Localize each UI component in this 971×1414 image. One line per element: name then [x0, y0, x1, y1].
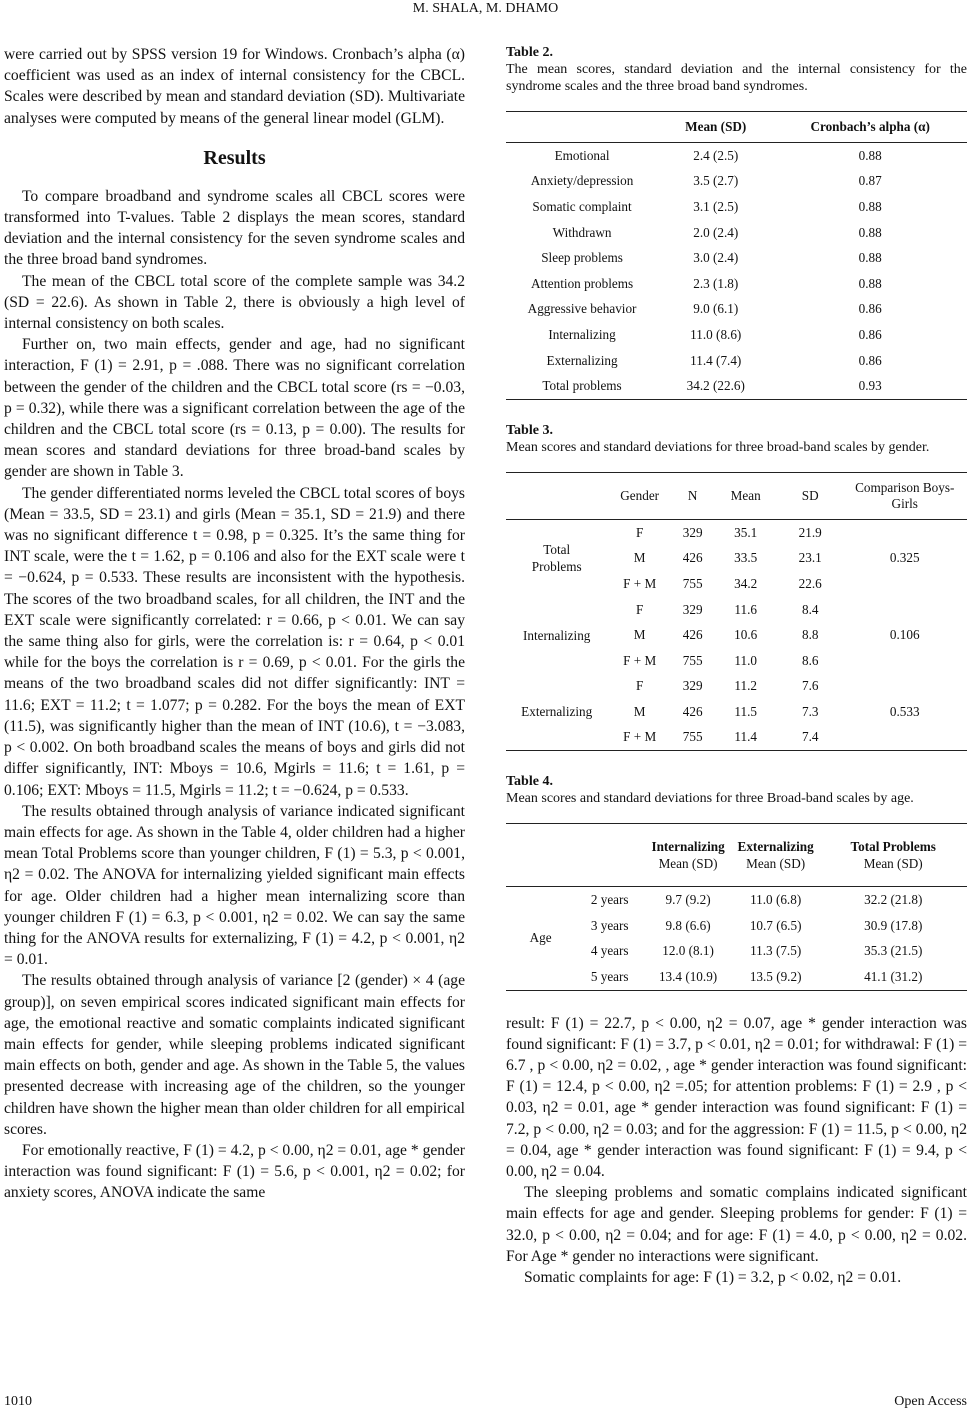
table-cell: 12.0 (8.1) [662, 943, 714, 959]
table-row [506, 913, 967, 939]
table-cell: 13.5 (9.2) [749, 968, 802, 984]
table-cell: 11.0 (6.8) [750, 892, 802, 908]
paragraph-right-1: result: F (1) = 22.7, p < 0.00, η2 = 0.07, age * gender interaction was found significant: F (1) = 3.7, p < 0.01, η2 = 0.01; for withdrawal: F (1) = 6.7 , p < 0.00, η2 = 0.02, , age * gender interaction was found significant: F (1) = 12.4, p < 0.00, η2 =.05; for attention problems: F (1) = 2.9 , p < 0.03, η2 = 0.01, age * gender interaction was found significant: F (1) = 7.2, p < 0.00, η2 = 0.03; and for the aggression: F (1) = 11.5, p < 0.00, η2 = 0.04, age * gender interaction was found significant: F (1) = 9.4, p < 0.00, η2 = 0.04. [506, 1014, 967, 1181]
table-cell: 0.88 [858, 198, 882, 214]
comparison-value: 0.533 [889, 703, 920, 719]
table3-header-row [506, 472, 967, 519]
table3-header: Gender [607, 472, 672, 519]
table-cell: 329 [682, 524, 703, 540]
table-cell: 11.5 [734, 703, 757, 719]
paragraph-results-7: For emotionally reactive, F (1) = 4.2, p < 0.00, η2 = 0.01, age * gender interaction was found significant: F (1) = 5.6, p < 0.001, η2 = 0.02; for anxiety scores, ANOVA indicate the same [4, 1141, 465, 1202]
table-cell: 2.3 (1.8) [693, 275, 739, 291]
paragraph-results-2: The mean of the CBCL total score of the complete sample was 34.2 (SD = 22.6). As shown in Table 2, there is obviously a high level of internal consistency on both scales. [4, 272, 465, 333]
table-row [506, 297, 967, 323]
table3-caption [506, 422, 967, 456]
table-cell: 3.1 (2.5) [693, 198, 739, 214]
table-cell: 0.88 [858, 224, 882, 240]
table-cell: 2 years [590, 892, 629, 908]
group-label: Internalizing [523, 627, 591, 643]
left-column [4, 44, 465, 1204]
table-cell: 0.86 [858, 301, 882, 317]
table-cell-empty [842, 597, 967, 623]
table4 [506, 823, 967, 990]
table-row [506, 271, 967, 297]
table-cell: 3.0 (2.4) [693, 250, 739, 266]
table-cell: 9.8 (6.6) [665, 917, 711, 933]
table-cell: M [633, 703, 646, 719]
table-cell: 7.3 [801, 703, 819, 719]
table-cell-empty [842, 648, 967, 674]
table-cell: 0.88 [858, 147, 882, 163]
table2-header: Cronbach’s alpha (α) [773, 112, 967, 143]
table4-header-externalizing: Externalizing Mean (SD) [732, 824, 820, 887]
section-title-results: Results [203, 146, 266, 169]
table-cell: M [633, 550, 646, 566]
table2 [506, 111, 967, 400]
table2-header-row [506, 112, 967, 143]
table-cell: Emotional [554, 147, 610, 163]
table-cell: 0.88 [858, 250, 882, 266]
table-cell: 35.1 [734, 524, 758, 540]
table-cell: Total problems [542, 378, 622, 394]
table-cell: 11.6 [734, 601, 757, 617]
paragraph-results-6: The results obtained through analysis of variance [2 (gender) × 4 (age group)], on seven empirical scores indicated significant main effects for age, the emotional reactive and somatic complaints indicated significant main effects for gender, while sleeping problems indicated significant main effects on both, gender and age. As shown in the Table 5, the values presented decrease with increasing age of the children, so the younger children have shown the higher mean than older children for all empirical scores. [4, 972, 465, 1138]
table-row [506, 674, 967, 700]
table-cell: 755 [682, 575, 703, 591]
publisher-label: Open Access [894, 1394, 967, 1409]
comparison-value: 0.106 [889, 627, 920, 643]
table-cell: 30.9 (17.8) [864, 917, 923, 933]
table4-header-total: Total Problems Mean (SD) [819, 824, 967, 887]
paragraph-right-3: Somatic complaints for age: F (1) = 3.2, p < 0.02, η2 = 0.01. [524, 1269, 902, 1287]
table-cell: 32.2 (21.8) [864, 892, 923, 908]
table-cell: Sleep problems [541, 250, 623, 266]
paragraph-results-3: Further on, two main effects, gender and age, had no significant interaction, F (1) = 2.91, p = .088. There was no significant correlation between the gender of the children and the CBCL total score (rs = −0.03, p = 0.32), while there was a significant correlation between the age of the children and the CBCL total score (rs = 0.13, p = 0.00). The results for mean scores and standard deviations for three broad-band scales by gender are shown in Table 3. [4, 336, 465, 481]
table-cell: 11.4 [734, 729, 757, 745]
table2-body [506, 143, 967, 400]
table-cell-empty [842, 571, 967, 597]
table-cell-empty [842, 674, 967, 700]
table-cell: 8.8 [801, 627, 819, 643]
table-row [506, 964, 967, 990]
table-cell: 11.0 [734, 652, 757, 668]
table4-header-internalizing: Internalizing Mean (SD) [644, 824, 732, 887]
table-cell: 0.88 [858, 275, 882, 291]
table-row [506, 169, 967, 195]
table3 [506, 472, 967, 751]
table-cell: 0.87 [858, 173, 882, 189]
table-cell: 426 [682, 550, 703, 566]
table-cell: Attention problems [530, 275, 634, 291]
paragraph-methods-end: were carried out by SPSS version 19 for Windows. Cronbach’s alpha (α) coefficient was used as an index of internal consistency for the CBCL. Scales were described by mean and standard deviation (SD). Multivariate analyses were computed by means of the general linear model (GLM). [4, 46, 465, 127]
table-row [506, 322, 967, 348]
age-label: Age [529, 930, 552, 946]
table-cell: 10.6 [734, 627, 758, 643]
table-cell: 11.0 (8.6) [690, 326, 742, 342]
right-column [506, 44, 967, 1288]
table4-label: Table 4. [506, 774, 553, 790]
table-cell: 0.86 [858, 352, 882, 368]
table-cell: 23.1 [798, 550, 822, 566]
table-row [506, 597, 967, 623]
table3-header: SD [778, 472, 843, 519]
table-row [506, 887, 967, 913]
table-cell: 10.7 (6.5) [749, 917, 802, 933]
table-cell: 33.5 [734, 550, 758, 566]
table-cell: 9.7 (9.2) [665, 892, 711, 908]
table-cell: Somatic complaint [532, 198, 632, 214]
paragraph-results-5: The results obtained through analysis of variance indicated significant main effects for age. As shown in the Table 4, older children had a higher mean Total Problems score than younger children, F (1) = 5.3, p < 0.001, η2 = 0.02. The ANOVA for internalizing yielded significant main effects for age. Older children had a higher mean internalizing score than younger children F (1) = 6.3, p < 0.001, η2 = 0.02. We can say the same thing for the ANOVA results for externalizing, F (1) = 4.2, p < 0.001, η2 = 0.01. [4, 802, 465, 969]
table-cell: Withdrawn [552, 224, 612, 240]
table3-header: N [672, 472, 713, 519]
table3-header: Comparison Boys-Girls [842, 472, 967, 519]
table-cell: 21.9 [798, 524, 822, 540]
table-cell: 2.0 (2.4) [693, 224, 739, 240]
table-cell: 755 [682, 652, 703, 668]
table-row [506, 938, 967, 964]
paragraph-results-1: To compare broadband and syndrome scales all CBCL scores were transformed into T-values. Table 2 displays the mean scores, standard deviation and the internal consistency for the seven syndrome scales and the three broad band syndromes. [4, 187, 465, 269]
table-cell: 41.1 (31.2) [864, 968, 923, 984]
table-cell-empty [842, 725, 967, 751]
table-row [506, 245, 967, 271]
table-row [506, 519, 967, 545]
paragraph-right-2: The sleeping problems and somatic complains indicated significant main effects for age and gender. Sleeping problems for gender: F (1) = 32.0, p < 0.00, η2 = 0.04; and for age: F (1) = 4.0, p < 0.00, η2 = 0.02. For Age * gender no interactions were significant. [506, 1184, 967, 1265]
table-cell: Aggressive behavior [527, 301, 637, 317]
table-cell: 22.6 [798, 575, 822, 591]
table-cell: F + M [623, 652, 657, 668]
table-cell: 0.93 [858, 378, 882, 394]
table-cell: 7.4 [801, 729, 819, 745]
table4-caption-text: Mean scores and standard deviations for three Broad-band scales by age. [506, 791, 914, 807]
table3-caption-text: Mean scores and standard deviations for three broad-band scales by gender. [506, 439, 930, 455]
table3-label: Table 3. [506, 422, 553, 438]
table2-header: Mean (SD) [658, 112, 773, 143]
table-cell: Internalizing [548, 326, 616, 342]
table-cell: F + M [623, 575, 657, 591]
table-row [506, 348, 967, 374]
table-cell-empty [842, 519, 967, 545]
group-label: Externalizing [521, 704, 593, 720]
table-cell: Externalizing [546, 352, 618, 368]
table-cell: 11.3 (7.5) [750, 943, 802, 959]
table-cell: 329 [682, 678, 703, 694]
paragraph-results-4: The gender differentiated norms leveled the CBCL total scores of boys (Mean = 33.5, SD = 23.1) and girls (Mean = 35.1, SD = 21.9) and there was no significant difference t = 0.98, p = 0.325. It’s the same thing for INT scale, were the t = 1.62, p = 0.106 and also for the EXT scale were t = −0.624, p = 0.533. These results are inconsistent with the hypothesis. The scores of the two broadband scales, for all children, the INT and the EXT scale were significantly correlated: r = 0.66, p < 0.01. We can say the same thing also for girls, were the correlation is: r = 0.64, p < 0.01 while for the boys the correlation is r = 0.69, p < 0.01. For the girls the means of the two broadband scales did not differ significantly: INT = 11.6; EXT = 11.2; t = 1.077; p = 0.282. For the boys the mean of EXT (11.5), was significantly higher than the mean of INT (10.6), t = −3.083, p < 0.002. On both broadband scales the means of boys and girls did not differ significantly, INT: Mboys = 10.6, Mgirls = 11.6; t = 1.61, p = 0.106; EXT: Mboys = 11.5, Mgirls = 11.2; t = −0.624, p = 0.533. [4, 484, 465, 799]
table3-header: Mean [713, 472, 778, 519]
table4-caption [506, 773, 967, 807]
table-cell: 13.4 (10.9) [658, 968, 718, 984]
table-cell: M [633, 627, 646, 643]
table-cell: 5 years [590, 968, 629, 984]
table-cell: 11.4 (7.4) [690, 352, 742, 368]
table2-caption-text: The mean scores, standard deviation and the internal consistency for the syndrome scales and the three broad band syndromes. [506, 62, 967, 94]
table4-header-blank [506, 824, 575, 887]
table-cell: F [636, 524, 644, 540]
table-cell: 755 [682, 729, 703, 745]
page-number: 1010 [4, 1394, 32, 1409]
table-cell: F + M [623, 729, 657, 745]
table-cell: 4 years [590, 943, 629, 959]
table-cell: 0.86 [858, 326, 882, 342]
table-row [506, 143, 967, 169]
group-label: Total Problems [531, 542, 582, 575]
table4-header-row [506, 824, 967, 887]
table-cell: 7.6 [801, 678, 819, 694]
table-cell: 34.2 [734, 575, 758, 591]
table-cell: 35.3 (21.5) [864, 943, 923, 959]
table4-body [506, 887, 967, 990]
table3-header [506, 472, 607, 519]
table-row [506, 194, 967, 220]
running-head: M. SHALA, M. DHAMO [412, 1, 559, 16]
table3-body [506, 519, 967, 750]
table-cell: 426 [682, 627, 703, 643]
table-cell: 8.4 [801, 601, 819, 617]
table-cell: 2.4 (2.5) [693, 147, 739, 163]
comparison-value: 0.325 [889, 550, 920, 566]
table-cell: 3 years [590, 917, 629, 933]
table2-caption [506, 44, 967, 95]
table-cell: 11.2 [734, 678, 757, 694]
table-cell: 34.2 (22.6) [686, 378, 745, 394]
table4-header-blank [575, 824, 644, 887]
table-row [506, 373, 967, 399]
table-row [506, 220, 967, 246]
table-cell: 9.0 (6.1) [693, 301, 739, 317]
table-cell: 426 [682, 703, 703, 719]
table-cell: 8.6 [801, 652, 819, 668]
table-cell: 329 [682, 601, 703, 617]
table-cell: F [636, 678, 644, 694]
table-cell: F [636, 601, 644, 617]
table2-label: Table 2. [506, 45, 553, 60]
table-cell: Anxiety/depression [530, 173, 634, 189]
table-cell: 3.5 (2.7) [693, 173, 739, 189]
table2-header [506, 112, 658, 143]
